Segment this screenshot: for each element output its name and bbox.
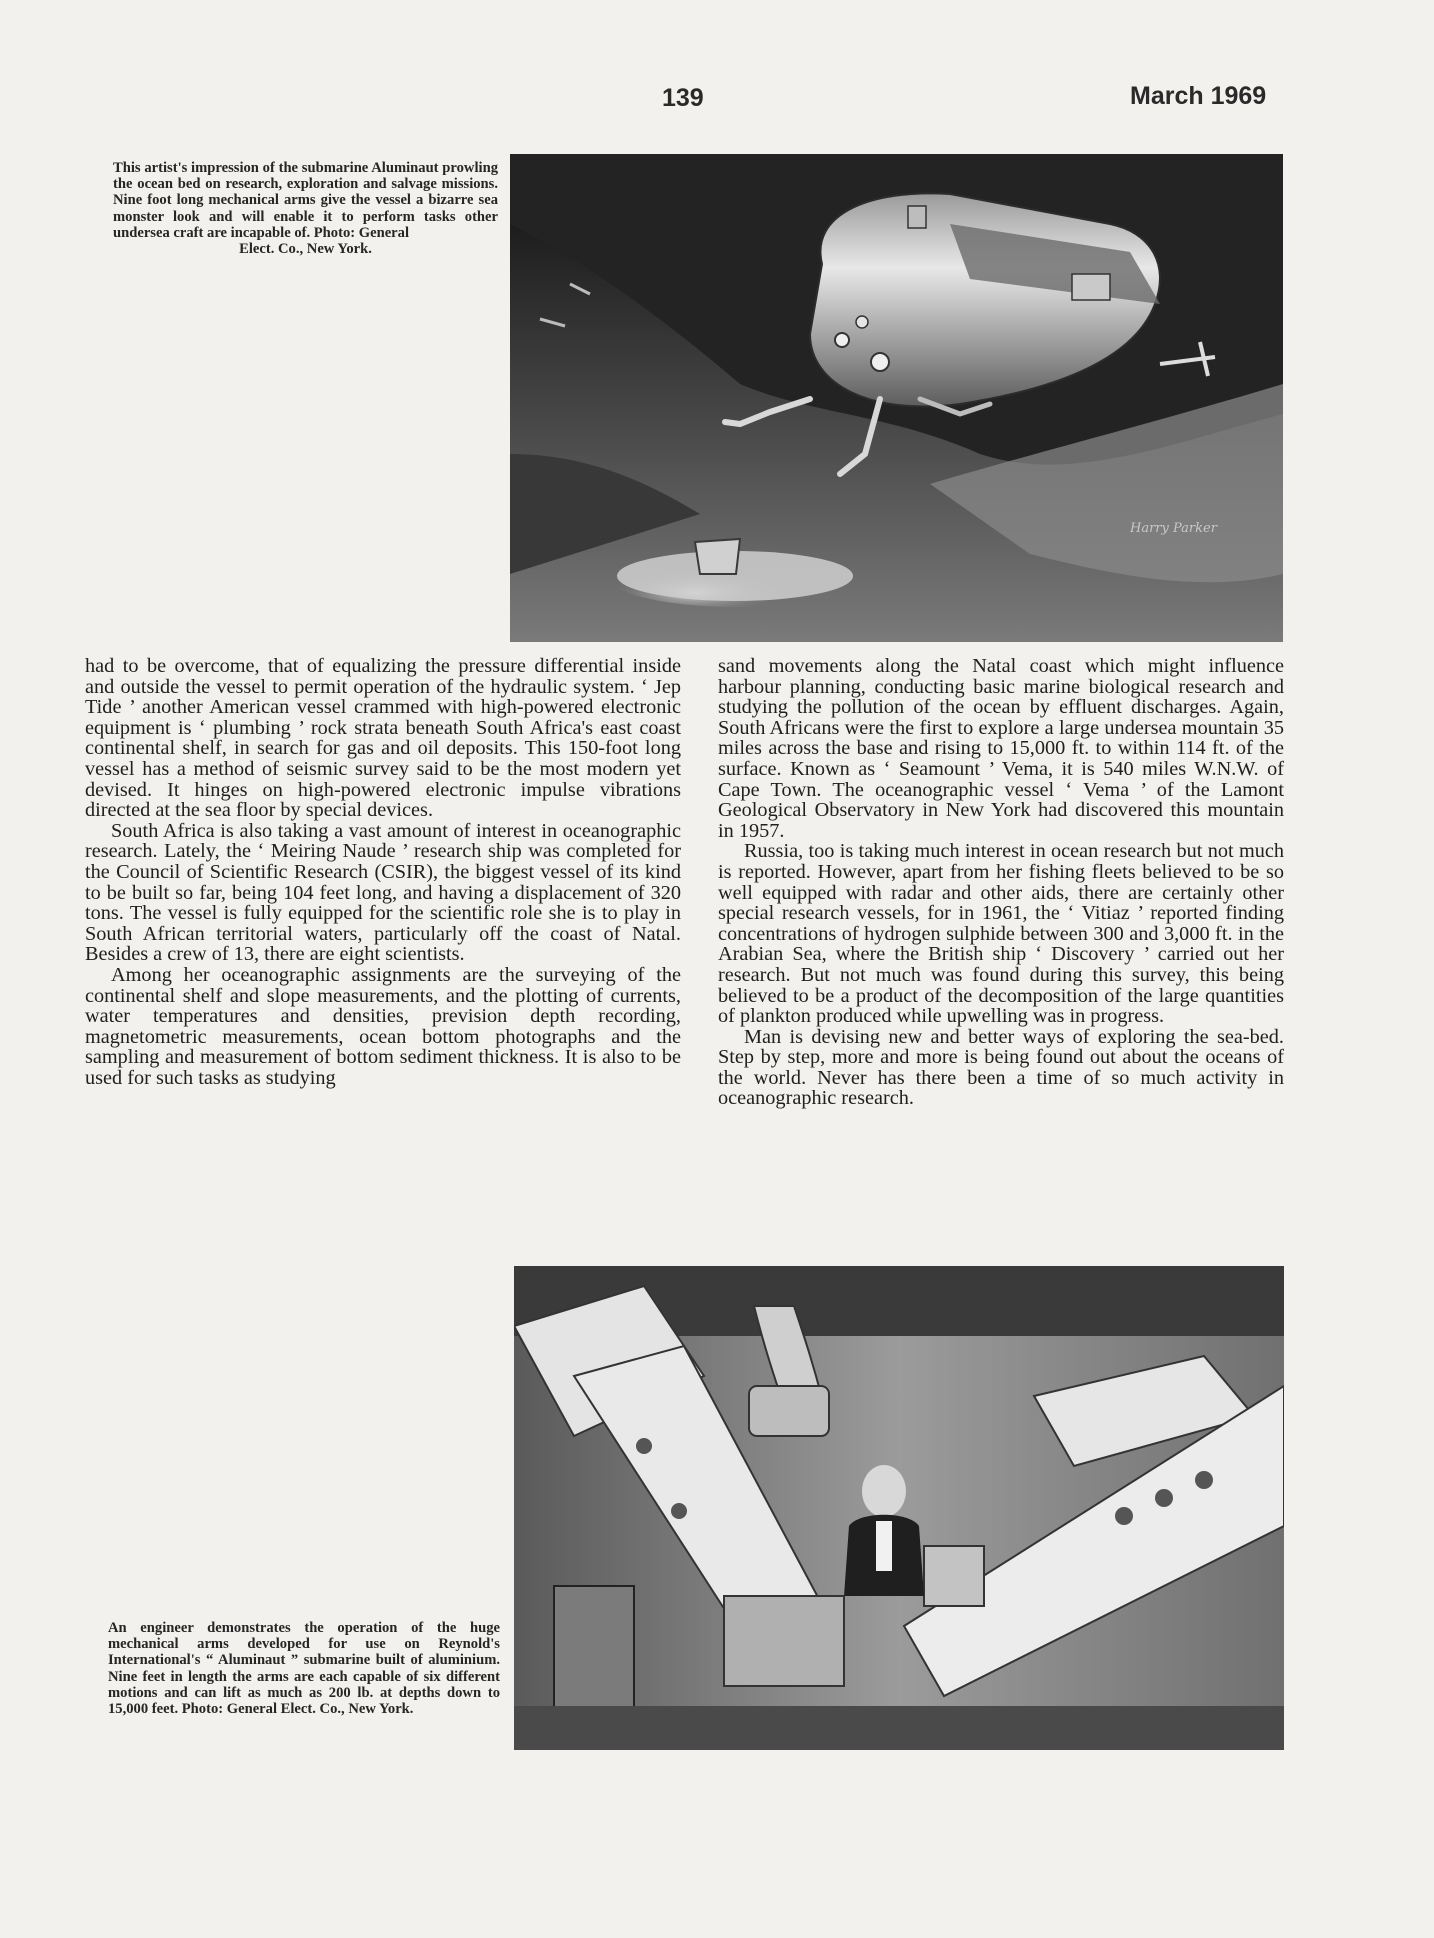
body-column-right [718, 656, 1284, 1109]
paragraph: sand movements along the Natal coast which might influence harbour planning, conducting basic marine biological research and studying the pollution of the ocean by effluent discharges. Again, South Africans were the first to explore a large undersea mountain 35 miles across the base and rising to 15,000 ft. to within 114 ft. of the surface. Known as ‘ Seamount ’ Vema, it is 540 miles W.N.W. of Cape Town. The oceanographic vessel ‘ Vema ’ of the Lamont Geological Observatory in New York had discovered this mountain in 1957. [718, 655, 1284, 842]
paragraph: Man is devising new and better ways of exploring the sea-bed. Step by step, more and more is being found out about the oceans of the world. Never has there been a time of so much activity in oceanographic research. [718, 1025, 1284, 1110]
caption-text: An engineer demonstrates the operation of the huge mechanical arms developed for use on Reynold's International's “ Aluminaut ” submarine built of aluminium. Nine feet in length the arms are each capable of six different motions and can lift as much as 200 lb. at depths down to 15,000 feet. Photo: General Elect. Co., New York. [108, 1620, 500, 1718]
issue-date: March 1969 [1130, 82, 1267, 110]
caption-main-text: This artist's impression of the submarine Aluminaut prowling the ocean bed on research, exploration and salvage missions. Nine foot long mechanical arms give the vessel a bizarre sea monster look and will enable it to perform tasks other undersea craft are incapable of. Photo: General [113, 160, 498, 241]
paragraph: Among her oceanographic assignments are the surveying of the continental shelf and slope measurements, and the plotting of currents, water temperatures and densities, prevision depth recording, magnetometric measurements, ocean bottom photographs and the sampling and measurement of bottom sediment thickness. It is also to be used for such tasks as studying [85, 963, 681, 1089]
paragraph: had to be overcome, that of equalizing the pressure differential inside and outside the vessel to permit operation of the hydraulic system. ‘ Jep Tide ’ another American vessel crammed with high-powered electronic equipment is ‘ plumbing ’ rock strata beneath South Africa's east coast continental shelf, in search for gas and oil deposits. This 150-foot long vessel has a method of seismic survey said to be the most modern yet devised. It hinges on high-powered electronic impulse vibrations directed at the sea floor by special devices. [85, 655, 681, 822]
caption-credit-line: Elect. Co., New York. [239, 241, 372, 258]
mechanical-arms-photo [514, 1266, 1284, 1750]
submarine-illustration [510, 154, 1283, 642]
body-column-left [85, 656, 681, 1088]
artist-signature: Harry Parker [1130, 521, 1217, 536]
paragraph: South Africa is also taking a vast amount of interest in oceanographic research. Lately, the ‘ Meiring Naude ’ research ship was completed for the Council of Scientific Research (CSIR), the biggest vessel of its kind to be built so far, being 104 feet long, and having a displacement of 320 tons. The vessel is fully equipped for the scientific role she is to play in South African territorial waters, particularly off the coast of Natal. Besides a crew of 13, there are eight scientists. [85, 819, 681, 966]
paragraph: Russia, too is taking much interest in ocean research but not much is reported. However, apart from her fishing fleets believed to be so well equipped with radar and other aids, there are certainly other special research vessels, for in 1961, the ‘ Vitiaz ’ reported finding concentrations of hydrogen sulphide between 300 and 3,000 ft. in the Arabian Sea, where the British ship ‘ Discovery ’ carried out her research. But not much was found during this survey, this being believed to be a product of the decomposition of the large quantities of plankton produced while upwelling was in progress. [718, 840, 1284, 1028]
mechanical-arms-caption [108, 1620, 500, 1717]
submarine-illustration-caption [113, 160, 498, 257]
page-number: 139 [662, 84, 704, 112]
